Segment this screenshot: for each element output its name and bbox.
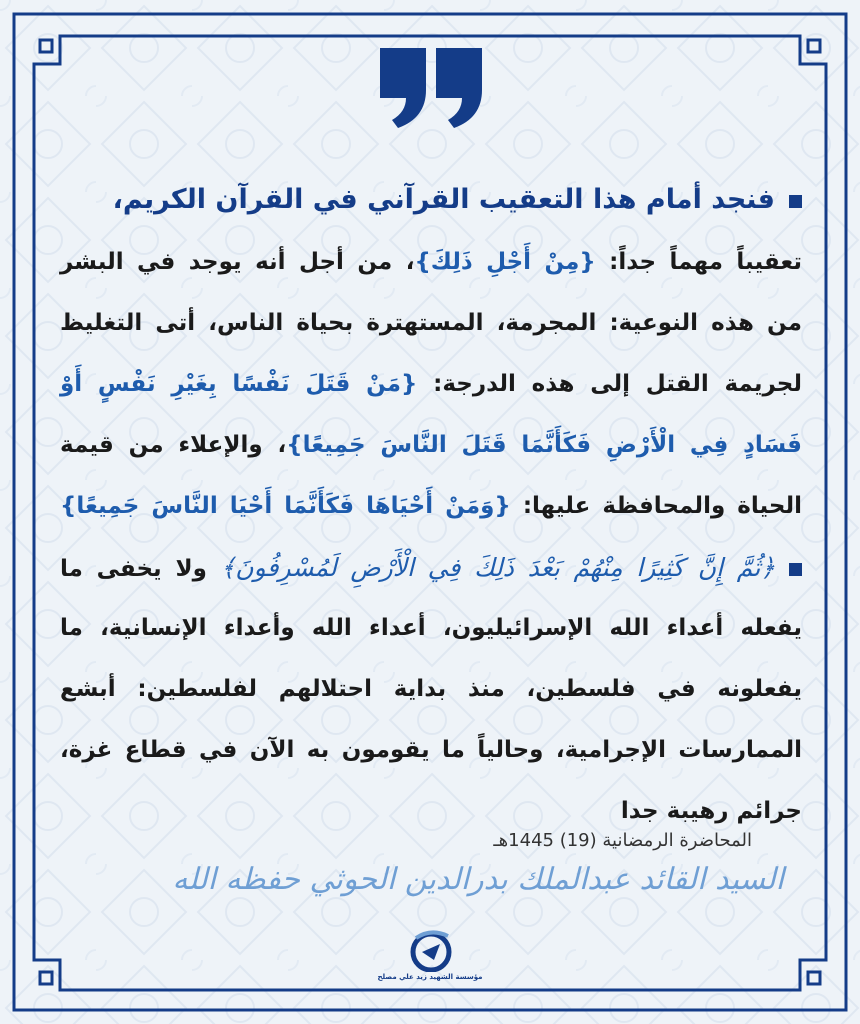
text-line-2: من هذه النوعية: المجرمة، المستهترة بحياة الناس، أتى التغليظ bbox=[60, 310, 802, 336]
heading-text: فنجد أمام هذا التعقيب القرآني في القرآن الكريم، bbox=[112, 184, 775, 215]
heading-line bbox=[60, 168, 802, 232]
text-line-5: الحياة والمحافظة عليها: {وَمَنْ أَحْيَاهَا فَكَأَنَّمَا أَحْيَا النَّاسَ جَمِيعًا} bbox=[60, 493, 802, 519]
quran-quote: {مَنْ قَتَلَ نَفْسًا بِغَيْرِ نَفْسٍ أَوْ bbox=[60, 371, 418, 397]
quran-quote: فَسَادٍ فِي الْأَرْضِ فَكَأَنَّمَا قَتَلَ النَّاسَ جَمِيعًا} bbox=[286, 432, 802, 458]
text-line-8: يفعلونه في فلسطين، منذ بداية احتلالهم لفلسطين: أبشع bbox=[60, 676, 802, 702]
quran-quote: {وَمَنْ أَحْيَاهَا فَكَأَنَّمَا أَحْيَا النَّاسَ جَمِيعًا} bbox=[60, 493, 511, 519]
quran-verse: ﴿ثُمَّ إِنَّ كَثِيرًا مِنْهُمْ بَعْدَ ذَلِكَ فِي الْأَرْضِ لَمُسْرِفُونَ﴾ bbox=[220, 553, 775, 582]
verse-line: ﴿ثُمَّ إِنَّ كَثِيرًا مِنْهُمْ بَعْدَ ذَلِكَ فِي الْأَرْضِ لَمُسْرِفُونَ﴾ ولا يخفى ما bbox=[60, 537, 802, 598]
text-line-9: الممارسات الإجرامية، وحالياً ما يقومون به الآن في قطاع غزة، bbox=[60, 737, 802, 763]
text-line-4: فَسَادٍ فِي الْأَرْضِ فَكَأَنَّمَا قَتَلَ النَّاسَ جَمِيعًا}، والإعلاء من قيمة bbox=[60, 432, 802, 458]
foundation-logo-icon bbox=[402, 928, 460, 972]
text-line-1: تعقيباً مهماً جداً: {مِنْ أَجْلِ ذَلِكَ}، من أجل أنه يوجد في البشر bbox=[60, 249, 803, 275]
signature: السيد القائد عبدالملك بدرالدين الحوثي حفظه الله bbox=[172, 862, 784, 897]
quran-quote: {مِنْ أَجْلِ ذَلِكَ} bbox=[414, 249, 596, 275]
text-line-3: لجريمة القتل إلى هذه الدرجة: {مَنْ قَتَلَ نَفْسًا بِغَيْرِ نَفْسٍ أَوْ bbox=[60, 371, 802, 397]
quote-mark-icon bbox=[376, 48, 486, 128]
lecture-source: المحاضرة الرمضانية (19) 1445هـ bbox=[493, 830, 752, 851]
logo-caption: مؤسسة الشهيد زيد علي مصلح bbox=[377, 973, 483, 981]
text-line-10: جرائم رهيبة جدا bbox=[620, 798, 802, 824]
bullet-icon bbox=[789, 563, 802, 576]
bullet-icon bbox=[789, 195, 802, 208]
main-text bbox=[60, 168, 802, 842]
text-line-7: يفعله أعداء الله الإسرائيليون، أعداء الله وأعداء الإنسانية، ما bbox=[60, 615, 802, 641]
